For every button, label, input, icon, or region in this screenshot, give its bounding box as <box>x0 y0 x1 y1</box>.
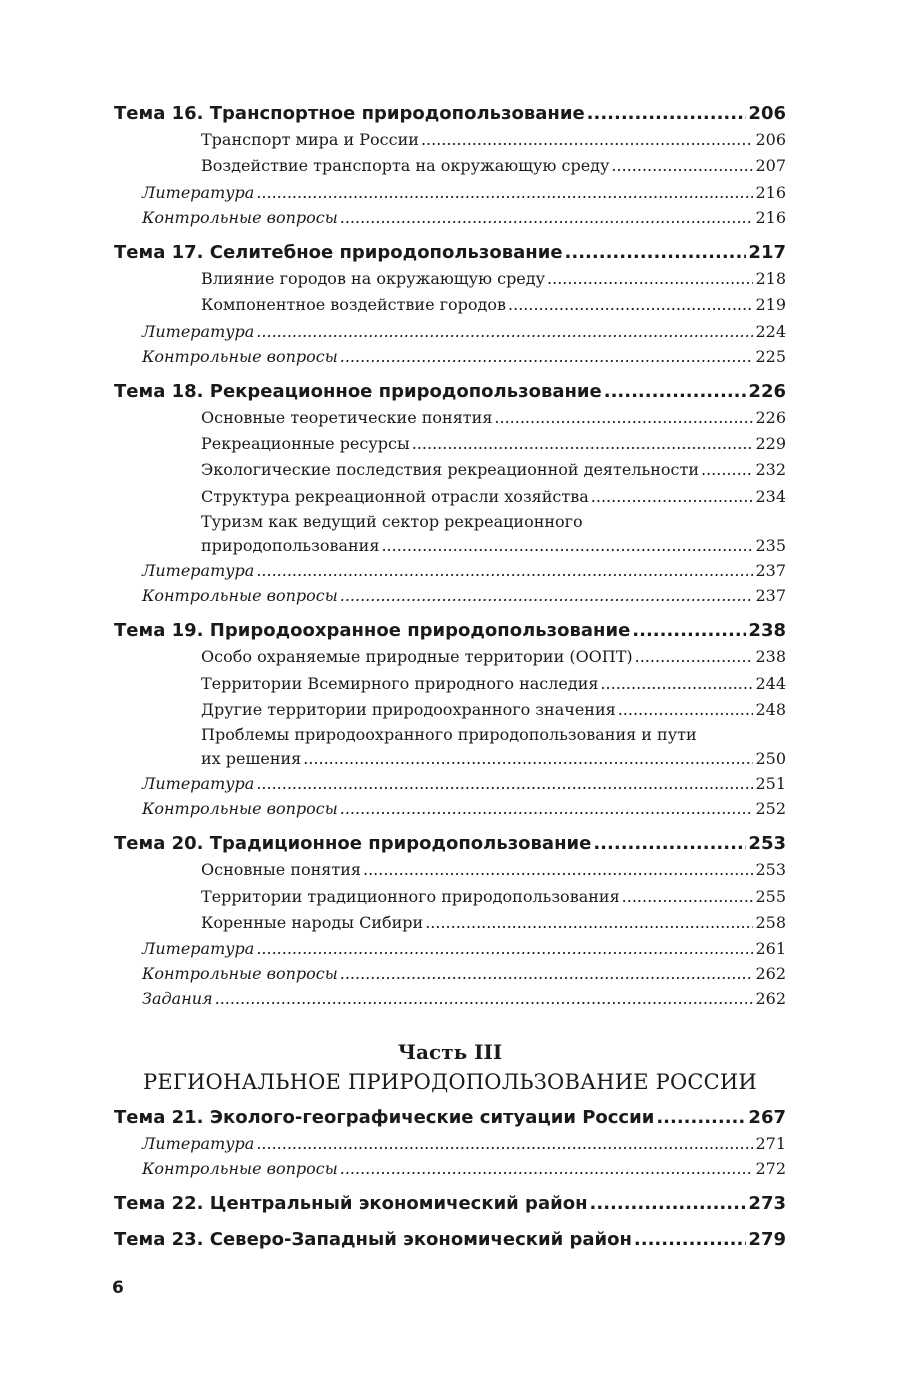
toc-literature[interactable] <box>114 319 786 344</box>
toc-topic-17[interactable] <box>114 239 786 266</box>
toc-topic-16[interactable] <box>114 100 786 127</box>
leader-dots <box>421 127 754 153</box>
toc-subentry-wrapped-line[interactable]: Проблемы природоохранного природопользования и пути <box>201 725 697 745</box>
toc-entry-title: Рекреационные ресурсы <box>201 433 410 453</box>
leader-dots <box>587 100 747 127</box>
toc-entry-title: Контрольные вопросы <box>142 799 338 819</box>
leader-dots <box>635 644 754 670</box>
toc-entry-page: 237 <box>755 586 786 606</box>
leader-dots <box>340 796 754 821</box>
toc-entry-title: Компонентное воздействие городов <box>201 295 507 315</box>
toc-entry-page: 244 <box>755 673 786 693</box>
leader-dots <box>340 1156 754 1181</box>
leader-dots <box>600 671 753 697</box>
toc-entry-page: 225 <box>755 346 786 366</box>
toc-control-questions[interactable] <box>114 205 786 230</box>
leader-dots <box>622 884 754 910</box>
spacer <box>114 1181 786 1190</box>
toc-entry-title: Другие территории природоохранного значения <box>201 699 616 719</box>
toc-entry-page: 238 <box>748 620 786 642</box>
toc-entry-title: Литература <box>142 939 255 959</box>
toc-entry-page: 273 <box>748 1193 786 1215</box>
part-title: РЕГИОНАЛЬНОЕ ПРИРОДОПОЛЬЗОВАНИЕ РОССИИ <box>143 1070 757 1095</box>
toc-entry-title: Экологические последствия рекреационной деятельности <box>201 460 699 480</box>
toc-entry-page: 229 <box>755 433 786 453</box>
toc-control-questions[interactable] <box>114 961 786 986</box>
toc-entry-title: Коренные народы Сибири <box>201 913 424 933</box>
leader-dots <box>215 986 754 1011</box>
toc-entry-page: 216 <box>755 182 786 202</box>
toc-entry-title: Тема 18. Рекреационное природопользование <box>114 380 602 402</box>
toc-entry-title: Территории традиционного природопользования <box>201 886 620 906</box>
toc-literature[interactable] <box>114 1131 786 1156</box>
toc-entry-page: 237 <box>755 561 786 581</box>
toc-entry-title: Территории Всемирного природного наследия <box>201 673 599 693</box>
toc-entry-page: 232 <box>755 460 786 480</box>
toc-topic-18[interactable] <box>114 378 786 405</box>
toc-entry-page: 217 <box>748 241 786 263</box>
toc-entry-page: 219 <box>755 295 786 315</box>
toc-subentry[interactable] <box>114 534 786 558</box>
toc-entry-title: Тема 23. Северо-Западный экономический район <box>114 1229 632 1251</box>
toc-entry-page: 262 <box>755 989 786 1009</box>
leader-dots <box>256 319 753 344</box>
toc-entry-title: Контрольные вопросы <box>142 586 338 606</box>
toc-topic-20[interactable] <box>114 830 786 857</box>
toc-subentry[interactable] <box>114 747 786 771</box>
toc-entry-page: 251 <box>755 774 786 794</box>
page-number: 6 <box>112 1278 124 1298</box>
toc-entry-page: 218 <box>755 268 786 288</box>
toc-entry-title: Литература <box>142 561 255 581</box>
toc-subentry[interactable] <box>114 857 786 883</box>
toc-subentry[interactable] <box>114 697 786 723</box>
toc-control-questions[interactable] <box>114 583 786 608</box>
toc-entry-title: Контрольные вопросы <box>142 346 338 366</box>
leader-dots <box>632 617 746 644</box>
leader-dots <box>494 405 753 431</box>
toc-entry-page: 258 <box>755 913 786 933</box>
toc-topic-19[interactable] <box>114 617 786 644</box>
toc-entry-page: 234 <box>755 486 786 506</box>
spacer <box>114 1011 786 1038</box>
toc-topic-23[interactable] <box>114 1226 786 1253</box>
toc-entry-page: 253 <box>755 860 786 880</box>
leader-dots <box>656 1104 746 1131</box>
table-of-contents <box>114 100 786 1253</box>
toc-control-questions[interactable] <box>114 1156 786 1181</box>
toc-literature[interactable] <box>114 180 786 205</box>
leader-dots <box>591 484 754 510</box>
toc-entry-title: Контрольные вопросы <box>142 207 338 227</box>
toc-entry-title: Тема 17. Селитебное природопользование <box>114 241 563 263</box>
toc-entry-page: 206 <box>755 130 786 149</box>
leader-dots <box>618 697 754 723</box>
leader-dots <box>256 1131 753 1156</box>
leader-dots <box>363 857 753 883</box>
spacer <box>114 230 786 239</box>
toc-entry-title: Контрольные вопросы <box>142 1159 338 1179</box>
toc-entry-page: 252 <box>755 799 786 819</box>
leader-dots <box>412 431 754 457</box>
toc-entry-page: 267 <box>748 1107 786 1129</box>
toc-control-questions[interactable] <box>114 344 786 369</box>
leader-dots <box>340 583 754 608</box>
toc-subentry[interactable] <box>114 457 786 483</box>
toc-entry-title: Основные понятия <box>201 860 361 880</box>
toc-entry-page: 216 <box>755 207 786 227</box>
leader-dots <box>256 771 753 796</box>
toc-subentry[interactable] <box>114 884 786 910</box>
toc-entry-title: Задания <box>142 989 213 1009</box>
toc-entry-page: 255 <box>755 886 786 906</box>
leader-dots <box>590 1190 747 1217</box>
toc-subentry[interactable] <box>114 671 786 697</box>
toc-entry-title: Литература <box>142 321 255 341</box>
toc-entry-title: Контрольные вопросы <box>142 964 338 984</box>
toc-topic-21[interactable] <box>114 1104 786 1131</box>
toc-subentry[interactable] <box>114 266 786 292</box>
toc-entry-title: Литература <box>142 1134 255 1154</box>
toc-entry-title: Тема 16. Транспортное природопользование <box>114 103 585 124</box>
toc-entry-page: 261 <box>755 939 786 959</box>
toc-entry-page: 235 <box>755 536 786 556</box>
toc-entry-page: 272 <box>755 1159 786 1179</box>
leader-dots <box>565 239 747 266</box>
leader-dots <box>256 936 753 961</box>
leader-dots <box>256 180 753 205</box>
leader-dots <box>634 1226 747 1253</box>
toc-entry-title: Литература <box>142 774 255 794</box>
toc-entry-page: 206 <box>748 103 786 124</box>
toc-entry-title: их решения <box>201 749 302 769</box>
toc-entry-page: 226 <box>748 380 786 402</box>
leader-dots <box>381 534 753 558</box>
leader-dots <box>303 747 753 771</box>
leader-dots <box>340 205 754 230</box>
toc-subentry[interactable] <box>114 910 786 936</box>
toc-topic-22[interactable] <box>114 1190 786 1217</box>
toc-entry-title: Литература <box>142 182 255 202</box>
spacer <box>114 821 786 830</box>
spacer <box>114 369 786 378</box>
spacer <box>114 608 786 617</box>
toc-entry-title: природопользования <box>201 536 380 556</box>
leader-dots <box>701 457 753 483</box>
part-label: Часть III <box>397 1040 503 1065</box>
toc-entry-page: 207 <box>755 156 786 176</box>
toc-literature[interactable] <box>114 771 786 796</box>
toc-subentry[interactable] <box>114 127 786 153</box>
toc-entry-page: 224 <box>755 321 786 341</box>
toc-subentry[interactable] <box>114 431 786 457</box>
toc-entry-title: Влияние городов на окружающую среду <box>201 268 546 288</box>
toc-entry-page: 253 <box>748 833 786 855</box>
toc-entry-page: 262 <box>755 964 786 984</box>
toc-entry-title: Тема 20. Традиционное природопользование <box>114 833 592 855</box>
toc-literature[interactable] <box>114 936 786 961</box>
toc-entry-title: Тема 21. Эколого-географические ситуации России <box>114 1107 655 1129</box>
leader-dots <box>425 910 753 936</box>
toc-entry-page: 238 <box>755 647 786 667</box>
leader-dots <box>508 292 753 318</box>
toc-entry-page: 271 <box>755 1134 786 1154</box>
leader-dots <box>611 153 753 179</box>
toc-entry-page: 279 <box>748 1229 786 1251</box>
toc-entry-page: 250 <box>755 749 786 769</box>
toc-tasks[interactable] <box>114 986 786 1011</box>
leader-dots <box>604 378 747 405</box>
leader-dots <box>547 266 753 292</box>
toc-subentry[interactable] <box>114 292 786 318</box>
toc-entry-title: Тема 22. Центральный экономический район <box>114 1193 588 1215</box>
leader-dots <box>340 961 754 986</box>
leader-dots <box>593 830 746 857</box>
toc-entry-title: Особо охраняемые природные территории (ООПТ) <box>201 647 633 667</box>
toc-control-questions[interactable] <box>114 796 786 821</box>
toc-subentry[interactable] <box>114 484 786 510</box>
toc-entry-title: Основные теоретические понятия <box>201 407 493 427</box>
toc-literature[interactable] <box>114 558 786 583</box>
leader-dots <box>256 558 753 583</box>
toc-entry-page: 226 <box>755 407 786 427</box>
toc-subentry-wrapped-line[interactable]: Туризм как ведущий сектор рекреационного <box>201 512 583 532</box>
toc-entry-title: Структура рекреационной отрасли хозяйства <box>201 486 589 506</box>
leader-dots <box>340 344 754 369</box>
toc-entry-title: Транспорт мира и России <box>201 130 419 149</box>
toc-subentry[interactable] <box>114 644 786 670</box>
toc-subentry[interactable] <box>114 153 786 179</box>
spacer <box>114 1217 786 1226</box>
toc-entry-title: Тема 19. Природоохранное природопользование <box>114 620 631 642</box>
toc-entry-page: 248 <box>755 699 786 719</box>
toc-entry-title: Воздействие транспорта на окружающую среду <box>201 156 610 176</box>
toc-subentry[interactable] <box>114 405 786 431</box>
